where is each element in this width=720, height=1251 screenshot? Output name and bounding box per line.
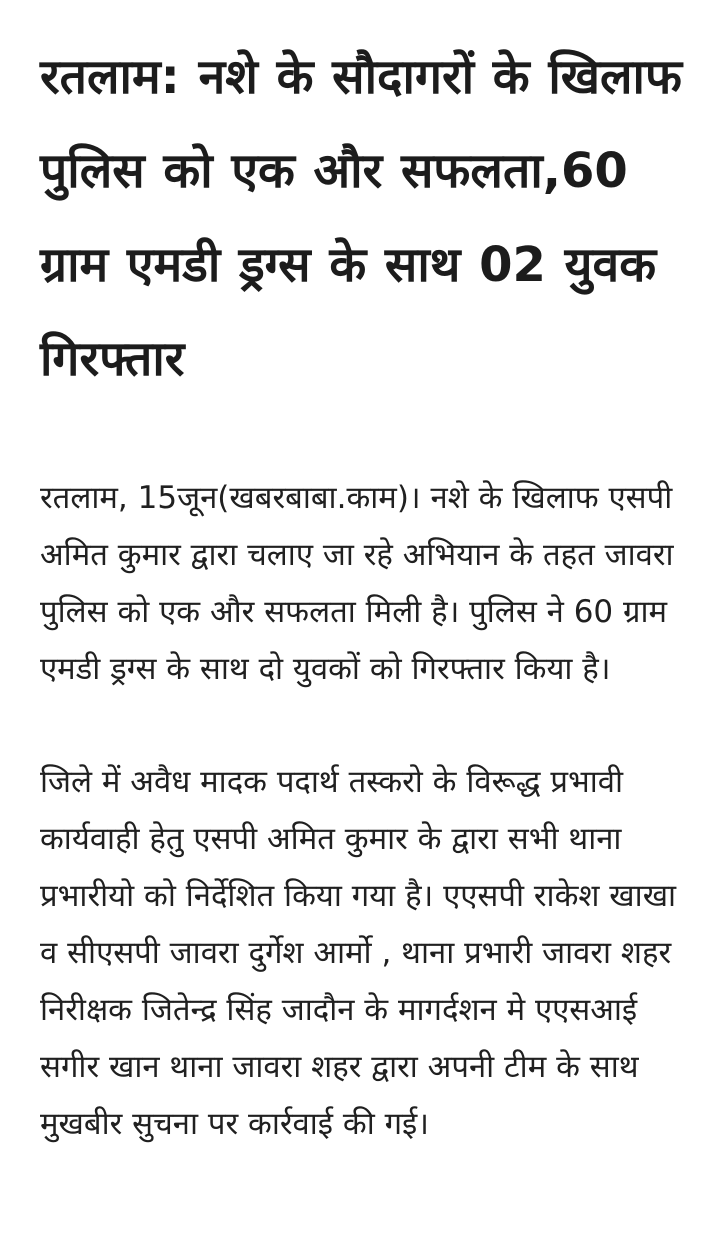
- article-paragraph-2: जिले में अवैध मादक पदार्थ तस्करो के विरूद्ध प्रभावी कार्यवाही हेतु एसपी अमित कुमार के द्वारा सभी थाना प्रभारीयो को निर्देशित किया गया है। एएसपी राकेश खाखा व सीएसपी जावरा दुर्गेश आर्मो , थाना प्रभारी जावरा शहर निरीक्षक जितेन्द्र सिंह जादौन के मागर्दशन मे एएसआई सगीर खान थाना जावरा शहर द्वारा अपनी टीम के साथ मुखबीर सुचना पर कार्रवाई की गई।: [40, 764, 677, 1142]
- article-paragraph-1: रतलाम, 15जून(खबरबाबा.काम)। नशे के खिलाफ एसपी अमित कुमार द्वारा चलाए जा रहे अभियान के तहत जावरा पुलिस को एक और सफलता मिली है। पुलिस ने 60 ग्राम एमडी ड्रग्स के साथ दो युवकों को गिरफ्तार किया है।: [40, 480, 674, 687]
- news-article: [40, 30, 690, 1153]
- article-headline: रतलाम: नशे के सौदागरों के खिलाफ पुलिस को एक और सफलता,60 ग्राम एमडी ड्रग्स के साथ 02 युवक गिरफ्तार: [40, 49, 682, 387]
